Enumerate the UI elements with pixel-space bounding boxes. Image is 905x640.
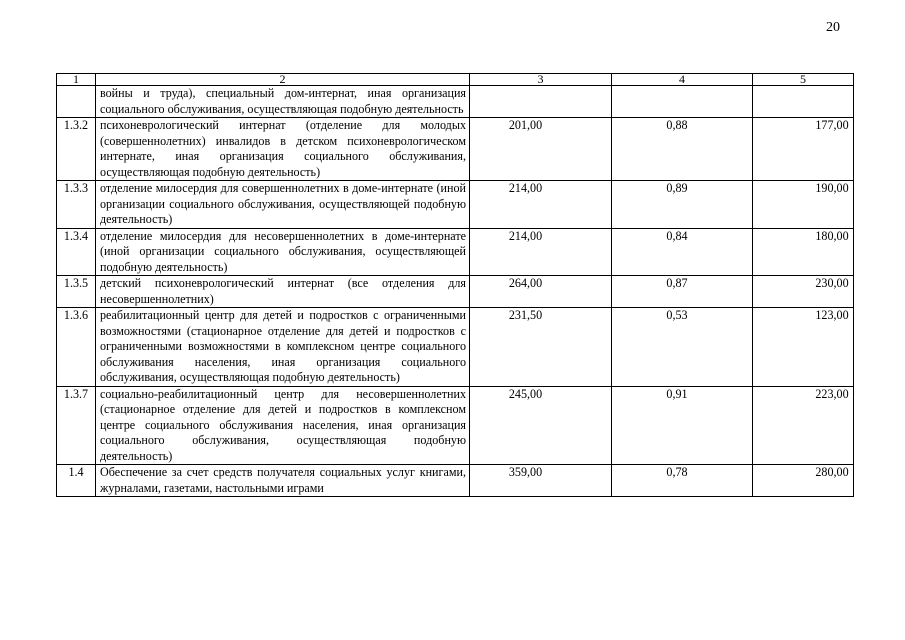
- value-col5-cell: [753, 308, 854, 387]
- row-number-cell: 1.3.6: [57, 308, 96, 387]
- header-cell-1: 1: [57, 74, 96, 86]
- service-description-cell: Обеспечение за счет средств получателя социальных услуг книгами, журналами, газетами, настольными играми: [96, 465, 470, 497]
- value-col4-text: 0,87: [666, 276, 688, 290]
- value-col3-text: 264,00: [508, 276, 543, 290]
- value-col5-cell: [753, 276, 854, 308]
- value-col4-cell: [612, 386, 753, 465]
- value-col5-text: 177,00: [815, 118, 849, 132]
- value-col4-text: 0,88: [666, 118, 688, 132]
- value-col5-text: 123,00: [815, 308, 849, 322]
- value-col3-text: 201,00: [508, 118, 543, 132]
- value-col4-cell: [612, 308, 753, 387]
- value-col3-cell: [470, 118, 612, 181]
- value-col4-cell: [612, 465, 753, 497]
- value-col5-cell: [753, 86, 854, 118]
- value-col3-text: 214,00: [508, 181, 543, 195]
- value-col4-cell: [612, 118, 753, 181]
- page-number: 20: [826, 20, 840, 35]
- service-description-cell: отделение милосердия для совершеннолетних в доме-интернате (иной организации социального обслуживания, осуществляющей подобную деятельность): [96, 181, 470, 229]
- value-col5-text: 190,00: [815, 181, 849, 195]
- value-col5-text: 230,00: [815, 276, 849, 290]
- value-col4-cell: [612, 181, 753, 229]
- service-description-cell: детский психоневрологический интернат (все отделения для несовершеннолетних): [96, 276, 470, 308]
- row-number-cell: 1.3.2: [57, 118, 96, 181]
- value-col3-cell: [470, 276, 612, 308]
- header-cell-2: 2: [96, 74, 470, 86]
- value-col5-text: 180,00: [815, 228, 849, 243]
- value-col5-cell: [753, 118, 854, 181]
- value-col4-text: 0,84: [666, 228, 688, 243]
- value-col4-cell: [612, 228, 753, 276]
- tariff-table: [56, 73, 854, 497]
- row-number-cell: 1.3.3: [57, 181, 96, 229]
- value-col4-cell: [612, 276, 753, 308]
- value-col5-text: 223,00: [815, 386, 849, 401]
- service-description-cell: войны и труда), специальный дом-интернат, иная организация социального обслуживания, осуществляющая подобную деятельность: [96, 86, 470, 118]
- value-col3-cell: [470, 228, 612, 276]
- value-col5-cell: [753, 181, 854, 229]
- value-col3-cell: [470, 181, 612, 229]
- value-col3-cell: [470, 308, 612, 387]
- row-number-cell: 1.3.5: [57, 276, 96, 308]
- value-col3-text: 359,00: [508, 465, 543, 479]
- value-col4-text: 0,91: [666, 386, 688, 401]
- value-col3-cell: [470, 386, 612, 465]
- service-description-cell: реабилитационный центр для детей и подростков с ограниченными возможностями (стационарное отделение для детей и подростков с ограниченными возможностями в комплексном центре социального обслуживания населения, иная организация социального обслуживания, осуществляющая подобную деятельность): [96, 308, 470, 387]
- value-col4-cell: [612, 86, 753, 118]
- value-col5-cell: [753, 228, 854, 276]
- row-number-cell: 1.4: [57, 465, 96, 497]
- table-row: [57, 118, 854, 181]
- row-number-cell: 1.3.7: [57, 386, 96, 465]
- table-row: [57, 386, 854, 465]
- table-row: [57, 228, 854, 276]
- table-header-row: [57, 74, 854, 86]
- header-cell-5: 5: [753, 74, 854, 86]
- service-description-cell: психоневрологический интернат (отделение для молодых (совершеннолетних) инвалидов в детском психоневрологическом интернате, иная организация социального обслуживания, осуществляющая подобную деятельность): [96, 118, 470, 181]
- table-row: [57, 86, 854, 118]
- value-col4-text: 0,89: [666, 181, 688, 195]
- header-cell-4: 4: [612, 74, 753, 86]
- value-col4-text: 0,53: [666, 308, 688, 322]
- value-col5-cell: [753, 465, 854, 497]
- value-col3-cell: [470, 465, 612, 497]
- table-row: [57, 465, 854, 497]
- table-row: [57, 276, 854, 308]
- header-cell-3: 3: [470, 74, 612, 86]
- value-col3-text: 214,00: [508, 228, 543, 243]
- value-col3-text: 245,00: [508, 386, 543, 401]
- value-col3-text: 231,50: [508, 308, 543, 322]
- value-col5-text: 280,00: [815, 465, 849, 479]
- value-col4-text: 0,78: [666, 465, 688, 479]
- value-col3-cell: [470, 86, 612, 118]
- value-col5-cell: [753, 386, 854, 465]
- table-row: [57, 181, 854, 229]
- row-number-cell: 1.3.4: [57, 228, 96, 276]
- service-description-cell: отделение милосердия для несовершеннолетних в доме-интернате (иной организации социального обслуживания, осуществляющей подобную деятельность): [96, 228, 470, 276]
- row-number-cell: [57, 86, 96, 118]
- table-row: [57, 308, 854, 387]
- service-description-cell: социально-реабилитационный центр для несовершеннолетних (стационарное отделение для детей и подростков в комплексном центре социального обслуживания населения, иная организация социального обслуживания, осуществляющая подобную деятельность): [96, 386, 470, 465]
